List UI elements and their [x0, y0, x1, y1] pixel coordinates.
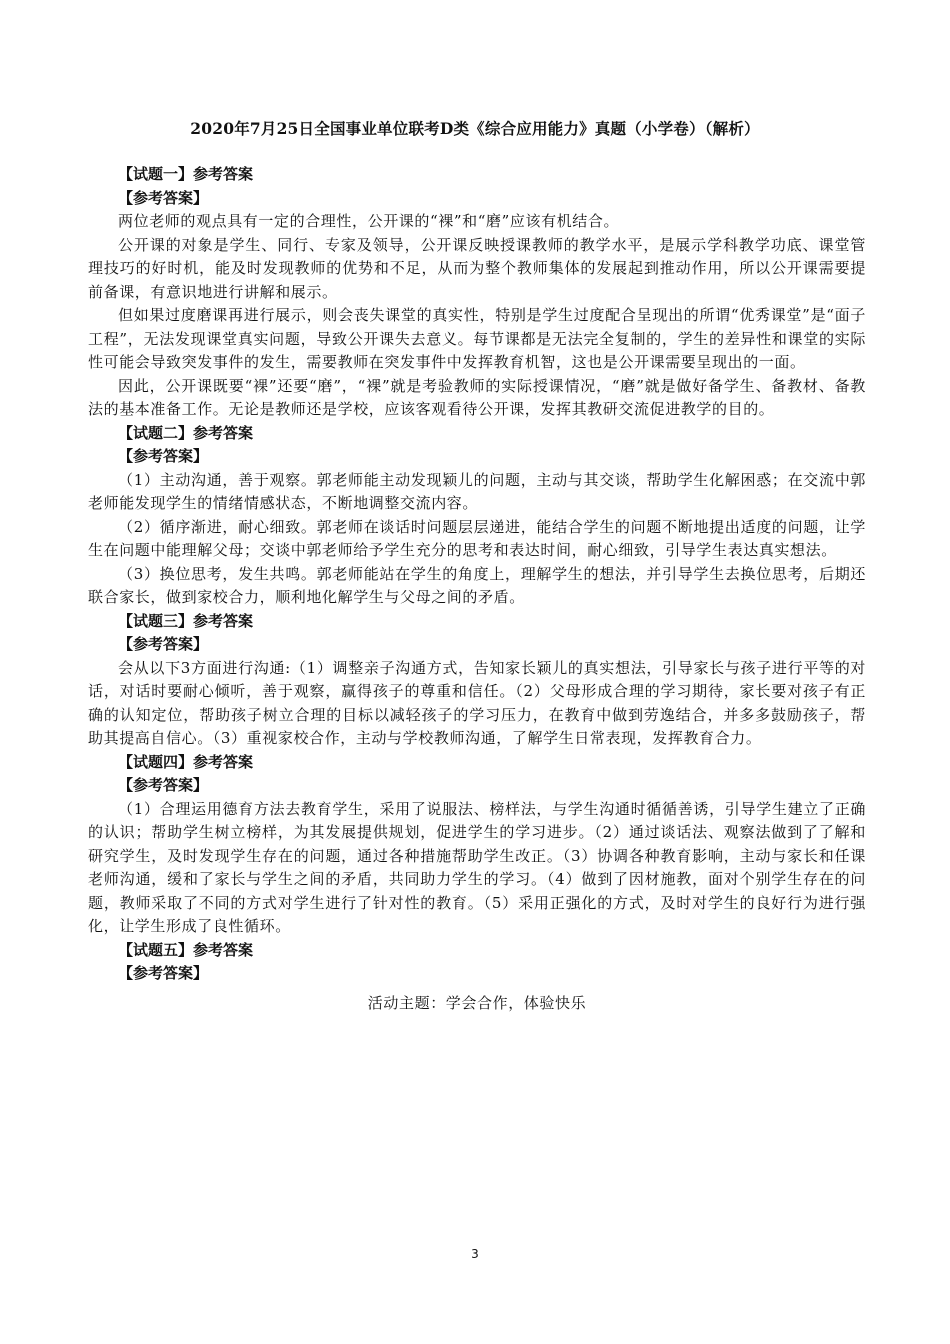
section-heading: 【试题一】参考答案 [118, 165, 254, 183]
paragraph: 但如果过度磨课再进行展示，则会丧失课堂的真实性，特别是学生过度配合呈现出的所谓“优秀课堂”是“面子工程”，无法发现课堂真实问题，导致公开课失去意义。每节课都是无法完全复制的，学生的差异性和课堂的实际性可能会导致突发事件的发生，需要教师在突发事件中发挥教育机智，这也是公开课需要呈现出的一面。 [88, 306, 866, 371]
section-subheading: 【参考答案】 [118, 776, 209, 794]
paragraph: （1）合理运用德育方法去教育学生，采用了说服法、榜样法，与学生沟通时循循善诱，引导学生建立了正确的认识；帮助学生树立榜样，为其发展提供规划，促进学生的学习进步。（2）通过谈话法、观察法做到了了解和研究学生，及时发现学生存在的问题，通过各种措施帮助学生改正。（3）协调各种教育影响，主动与家长和任课老师沟通，缓和了家长与学生之间的矛盾，共同助力学生的学习。（4）做到了因材施教，面对个别学生存在的问题，教师采取了不同的方式对学生进行了针对性的教育。（5）采用正强化的方式，及时对学生的良好行为进行强化，让学生形成了良性循环。 [88, 799, 866, 935]
paragraph: 两位老师的观点具有一定的合理性，公开课的“裸”和“磨”应该有机结合。 [118, 212, 620, 230]
section-subheading: 【参考答案】 [118, 447, 209, 465]
section-q2 [88, 422, 866, 610]
section-q5 [88, 939, 866, 1016]
section-q4 [88, 751, 866, 939]
paragraph: （2）循序渐进，耐心细致。郭老师在谈话时问题层层递进，能结合学生的问题不断地提出适度的问题，让学生在问题中能理解父母；交谈中郭老师给予学生充分的思考和表达时间，耐心细致，引导学生表达真实想法。 [88, 517, 866, 559]
section-heading: 【试题四】参考答案 [118, 752, 254, 771]
section-subheading: 【参考答案】 [118, 188, 209, 207]
section-heading: 【试题三】参考答案 [118, 611, 254, 630]
section-subheading: 【参考答案】 [118, 635, 209, 653]
paragraph: （3）换位思考，发生共鸣。郭老师能站在学生的角度上，理解学生的想法，并引导学生去换位思考，后期还联合家长，做到家校合力，顺利地化解学生与父母之间的矛盾。 [88, 564, 866, 606]
page-number: 3 [471, 1247, 479, 1261]
paragraph: 因此，公开课既要“裸”还要“磨”，“裸”就是考验教师的实际授课情况，“磨”就是做好备学生、备教材、备教法的基本准备工作。无论是教师还是学校，应该客观看待公开课，发挥其教研交流促进教学的目的。 [88, 376, 866, 418]
paragraph: （1）主动沟通，善于观察。郭老师能主动发现颖儿的问题，主动与其交谈，帮助学生化解困惑；在交流中郭老师能发现学生的情绪情感状态，不断地调整交流内容。 [88, 470, 866, 512]
document-title: 2020年7月25日全国事业单位联考D类《综合应用能力》真题（小学卷）（解析） [190, 119, 760, 138]
paragraph: 会从以下3方面进行沟通:（1）调整亲子沟通方式，告知家长颖儿的真实想法，引导家长与孩子进行平等的对话，对话时要耐心倾听，善于观察，赢得孩子的尊重和信任。（2）父母形成合理的学习期待，家长要对孩子有正确的认知定位，帮助孩子树立合理的目标以减轻孩子的学习压力，在教育中做到劳逸结合，并多多鼓励孩子，帮助其提高自信心。（3）重视家校合作，主动与学校教师沟通，了解学生日常表现，发挥教育合力。 [88, 658, 866, 747]
document-body [88, 163, 866, 1015]
section-subheading: 【参考答案】 [118, 964, 209, 982]
section-q3 [88, 610, 866, 751]
activity-theme: 活动主题：学会合作，体验快乐 [367, 993, 587, 1012]
section-q1 [88, 163, 866, 422]
section-heading: 【试题二】参考答案 [118, 423, 254, 442]
section-heading: 【试题五】参考答案 [118, 940, 254, 959]
paragraph: 公开课的对象是学生、同行、专家及领导，公开课反映授课教师的教学水平，是展示学科教学功底、课堂管理技巧的好时机，能及时发现教师的优势和不足，从而为整个教师集体的发展起到推动作用，所以公开课需要提前备课，有意识地进行讲解和展示。 [88, 235, 866, 301]
